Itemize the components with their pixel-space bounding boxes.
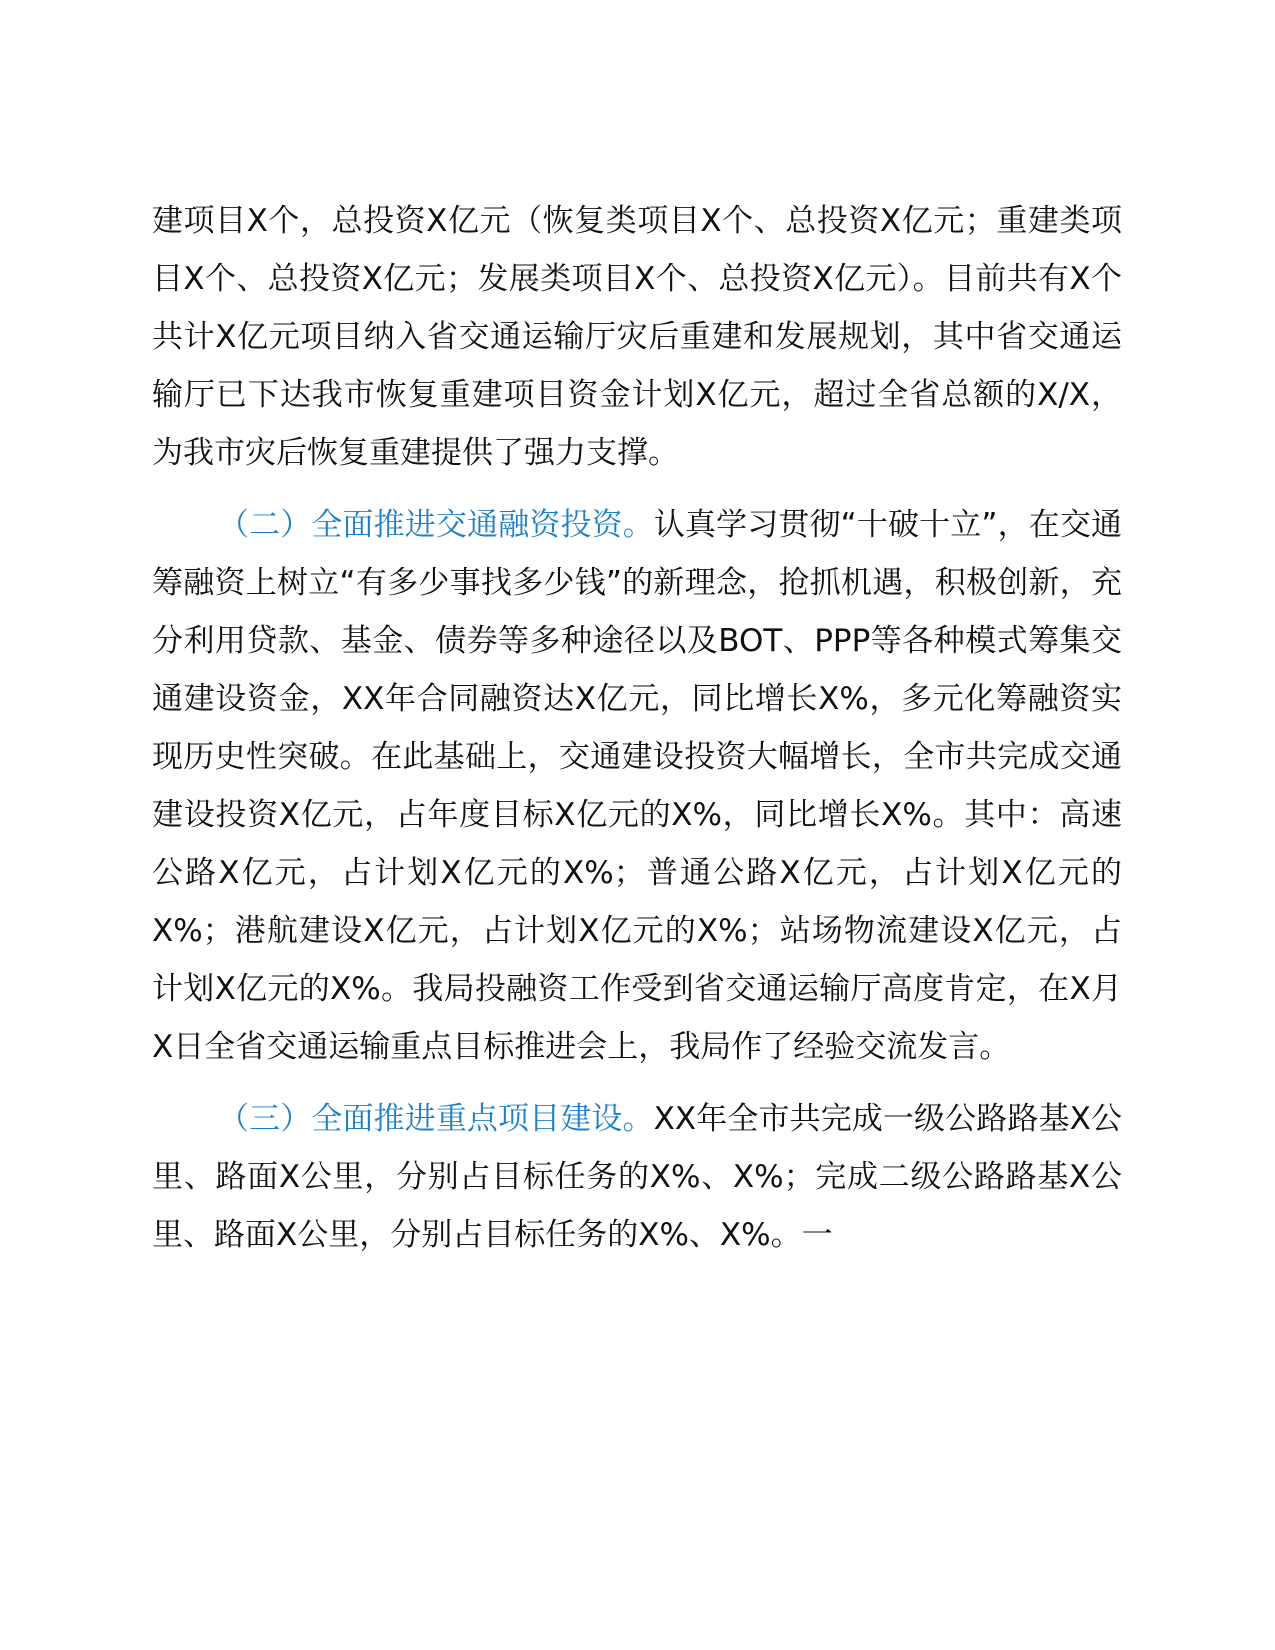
paragraph-3 <box>152 1090 1122 1264</box>
section-heading-3: （三）全面推进重点项目建设。 <box>218 1101 654 1137</box>
section-heading-2: （二）全面推进交通融资投资。 <box>218 507 654 543</box>
paragraph-3-text: XX年全市共完成一级公路路基X公里、路面X公里，分别占目标任务的X%、X%；完成二级公路路基X公里、路面X公里，分别占目标任务的X%、X%。一 <box>152 1101 1122 1253</box>
paragraph-1 <box>152 192 1122 482</box>
paragraph-2 <box>152 496 1122 1076</box>
paragraph-2-text: 认真学习贯彻“十破十立”，在交通筹融资上树立“有多少事找多少钱”的新理念，抢抓机遇，积极创新，充分利用贷款、基金、债券等多种途径以及BOT、PPP等各种模式筹集交通建设资金，XX年合同融资达X亿元，同比增长X%，多元化筹融资实现历史性突破。在此基础上，交通建设投资大幅增长，全市共完成交通建设投资X亿元，占年度目标X亿元的X%，同比增长X%。其中：高速公路X亿元，占计划X亿元的X%；普通公路X亿元，占计划X亿元的X%；港航建设X亿元，占计划X亿元的X%；站场物流建设X亿元，占计划X亿元的X%。我局投融资工作受到省交通运输厅高度肯定，在X月X日全省交通运输重点目标推进会上，我局作了经验交流发言。 <box>152 507 1122 1065</box>
paragraph-1-text: 建项目X个，总投资X亿元（恢复类项目X个、总投资X亿元；重建类项目X个、总投资X亿元；发展类项目X个、总投资X亿元）。目前共有X个共计X亿元项目纳入省交通运输厅灾后重建和发展规划，其中省交通运输厅已下达我市恢复重建项目资金计划X亿元，超过全省总额的X/X，为我市灾后恢复重建提供了强力支撑。 <box>152 203 1122 471</box>
document-page <box>152 192 1122 1264</box>
